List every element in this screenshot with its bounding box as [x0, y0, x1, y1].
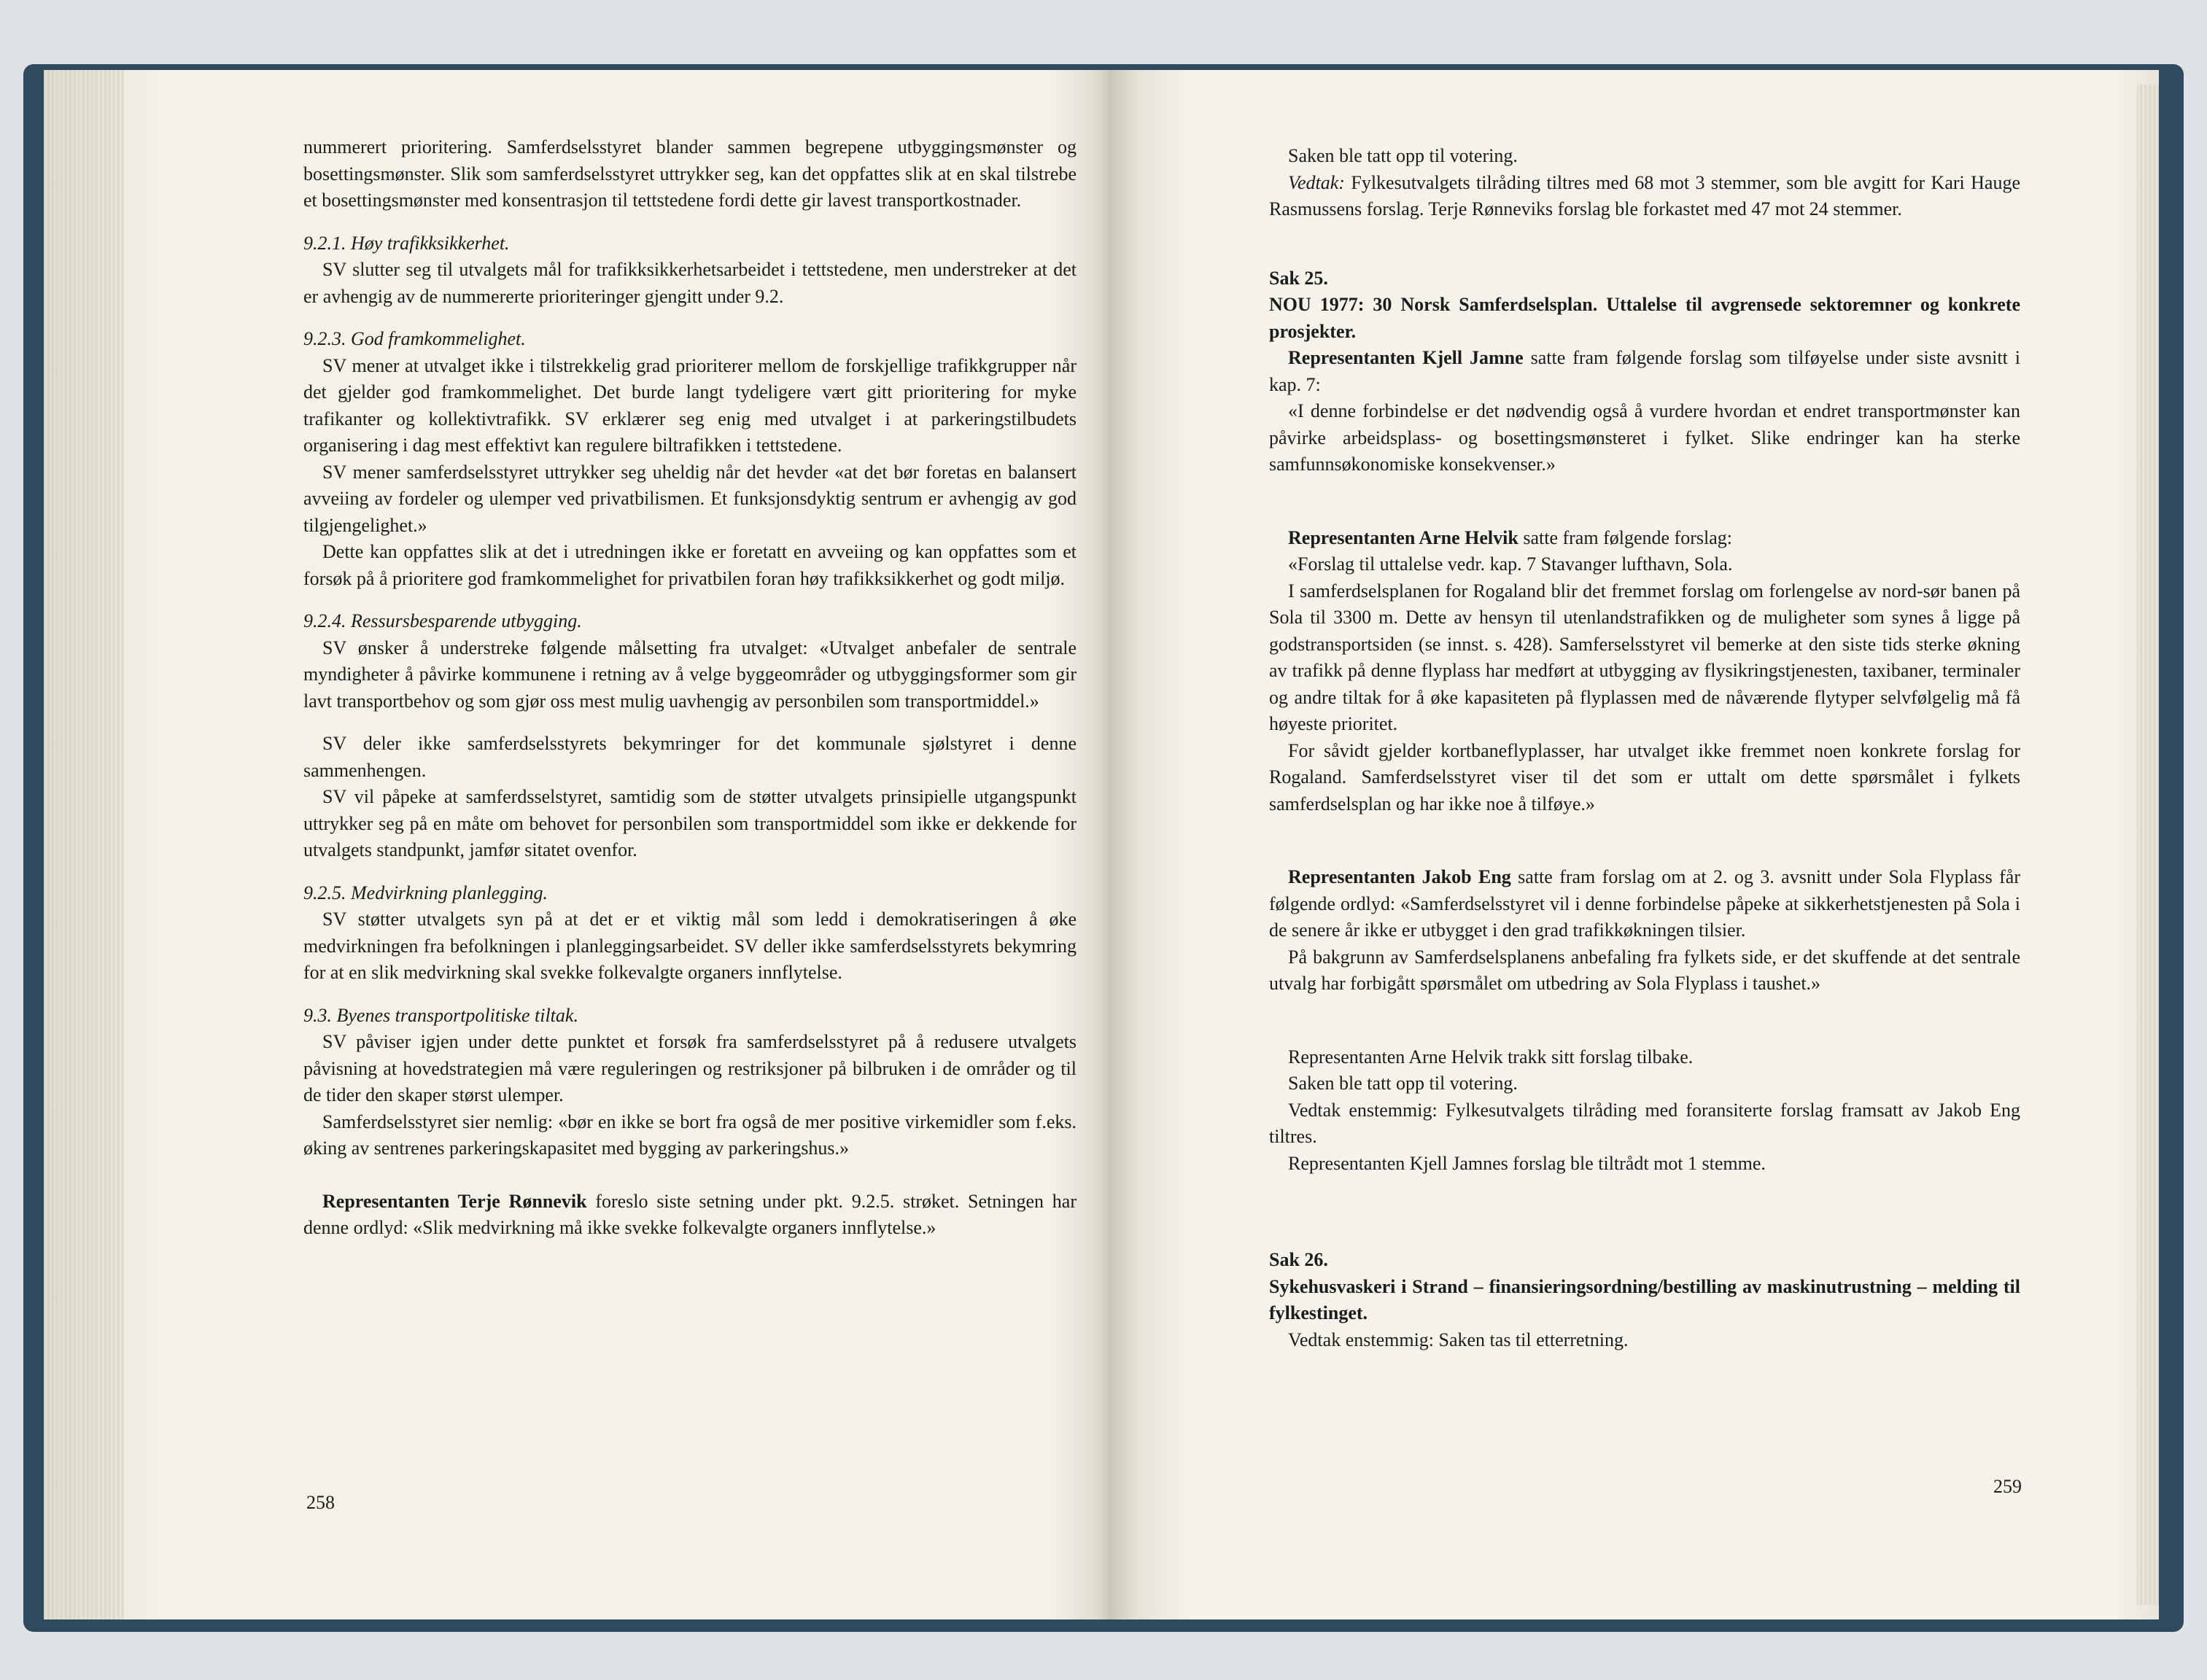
section-heading: 9.2.4. Ressursbesparende utbygging.	[303, 610, 582, 631]
section-heading: 9.2.1. Høy trafikksikkerhet.	[303, 232, 510, 254]
right-page-text	[1269, 143, 2020, 1353]
paragraph-text: foreslo siste setning under pkt. 9.2.5. strøket. Setningen har denne ordlyd: «Slik medvirkning må ikke svekke folkevalgte organers innflytelse.»	[303, 1190, 1077, 1238]
representative-name: Representanten Kjell Jamne	[1288, 347, 1524, 368]
paragraph: «Forslag til uttalelse vedr. kap. 7 Stavanger lufthavn, Sola.	[1288, 553, 1733, 575]
page-edges-left	[44, 70, 124, 1619]
paragraph: Representanten Kjell Jamnes forslag ble tiltrådt mot 1 stemme.	[1288, 1152, 1766, 1174]
representative-name: Representanten Terje Rønnevik	[322, 1190, 587, 1212]
paragraph: På bakgrunn av Samferdselsplanens anbefaling fra fylkets side, er det skuffende at det sentrale utvalg har forbigått spørsmålet om utbedring av Sola Flyplass i taushet.»	[1269, 946, 2020, 994]
book-spread	[44, 70, 2159, 1619]
paragraph-text: satte fram forslag om at 2. og 3. avsnitt under Sola Flyplass får følgende ordlyd: «Samferdselsstyret vil i denne forbindelse påpeke at sikkerhetstjenesten på Sola i de senere år ikke er utbygget i den grad trafikkøkningen tilsier.	[1269, 866, 2020, 941]
paragraph: «I denne forbindelse er det nødvendig også å vurdere hvordan et endret transportmønster kan påvirke arbeidsplass- og bosettingsmønsteret i fylket. Slike endringer kan ha sterke samfunnsøkonomiske konsekvenser.»	[1269, 400, 2020, 475]
section-heading: 9.3. Byenes transportpolitiske tiltak.	[303, 1004, 578, 1026]
representative-name: Representanten Arne Helvik	[1288, 526, 1518, 548]
paragraph: Dette kan oppfattes slik at det i utredningen ikke er foretatt en avveiing og kan oppfattes som et forsøk på å prioritere god framkommelighet for privatbilen foran høy trafikksikkerhet og godt miljø.	[303, 541, 1077, 589]
paragraph: Representanten Arne Helvik trakk sitt forslag tilbake.	[1288, 1046, 1694, 1068]
paragraph: Vedtak enstemmig: Fylkesutvalgets tilråding med foransiterte forslag framsatt av Jakob Eng tiltres.	[1269, 1099, 2020, 1147]
case-heading: Sak 25.	[1269, 267, 1328, 289]
paragraph-text: satte fram følgende forslag som tilføyelse under siste avsnitt i kap. 7:	[1269, 347, 2021, 395]
vedtak-label: Vedtak:	[1288, 171, 1345, 193]
paragraph: SV påviser igjen under dette punktet et forsøk fra samferdselsstyret på å redusere utvalgets påvisning at hovedstrategien må være reguleringen og restriksjoner på bilbruken i de områder og til de tider den skaper størst ulemper.	[303, 1031, 1077, 1105]
paragraph: Saken ble tatt opp til votering.	[1288, 145, 1518, 166]
paragraph	[1269, 170, 2020, 223]
case-title: NOU 1977: 30 Norsk Samferdselsplan. Uttalelse til avgrensede sektoremner og konkrete prosjekter.	[1269, 294, 2020, 342]
right-page	[1109, 70, 2159, 1619]
left-page	[44, 70, 1109, 1619]
paragraph	[1269, 864, 2020, 944]
paragraph: SV mener at utvalget ikke i tilstrekkelig grad prioriterer mellom de forskjellige trafikkgrupper når det gjelder god framkommelighet. Det burde langt tydeligere vært gitt prioritering for myke trafikanter og kollektivtrafikk. SV erklærer seg enig med utvalget i at parkeringstilbudets organisering i dag mest effektivt kan regulere biltrafikken i tettstedene.	[303, 354, 1077, 456]
paragraph: Vedtak enstemmig: Saken tas til etterretning.	[1288, 1329, 1629, 1350]
paragraph: SV støtter utvalgets syn på at det er et viktig mål som ledd i demokratiseringen å øke medvirkningen fra befolkningen i planleggingsarbeidet. SV deller ikke samferdselsstyrets bekymring for at en slik medvirkning skal svekke folkevalgte organers innflytelse.	[303, 909, 1077, 983]
paragraph: I samferdselsplanen for Rogaland blir det fremmet forslag om forlengelse av nord-sør banen på Sola til 3300 m. Dette av hensyn til utenlandstrafikken og de muligheter som synes å ligge på godstransportsiden (se innst. s. 428). Samferselsstyret vil bemerke at den siste tids sterke økning av trafikk på denne flyplass har medført at utbygging av flysikringstjenesten, taxibaner, terminaler og andre tiltak for å øke kapasiteten på flyplassen med de nåværende flytyper selvfølgelig må få høyeste prioritet.	[1269, 580, 2020, 734]
case-heading: Sak 26.	[1269, 1249, 1328, 1270]
section-heading: 9.2.5. Medvirkning planlegging.	[303, 882, 548, 903]
paragraph-text: satte fram følgende forslag:	[1518, 526, 1732, 548]
paragraph: Saken ble tatt opp til votering.	[1288, 1073, 1518, 1094]
paragraph: SV ønsker å understreke følgende målsetting fra utvalget: «Utvalget anbefaler de sentrale myndigheter å påvirke kommunene i retning av å velge byggeområder og utbyggingsformer som gir lavt transportbehov og som gjør oss mest mulig uavhengig av personbilen som transportmiddel.»	[303, 637, 1077, 712]
paragraph: SV slutter seg til utvalgets mål for trafikksikkerhetsarbeidet i tettstedene, men understreker at det er avhengig av de nummererte prioriteringer gjengitt under 9.2.	[303, 259, 1077, 307]
page-number: 258	[306, 1492, 335, 1513]
paragraph: For såvidt gjelder kortbaneflyplasser, har utvalget ikke fremmet noen konkrete forslag for Rogaland. Samferdselsstyret viser til det som er uttalt om dette spørsmålet i fylkets samferdselsplan og har ikke noe å tilføye.»	[1269, 739, 2020, 814]
page-edges-right	[2137, 85, 2159, 1605]
paragraph: Samferdselsstyret sier nemlig: «bør en ikke se bort fra også de mer positive virkemidler som f.eks. øking av sentrenes parkeringskapasitet med bygging av parkeringshus.»	[303, 1111, 1077, 1159]
case-title: Sykehusvaskeri i Strand – finansieringsordning/bestilling av maskinutrustning – melding til fylkestinget.	[1269, 1275, 2020, 1323]
left-page-text	[303, 134, 1077, 1242]
representative-name: Representanten Jakob Eng	[1288, 866, 1511, 887]
section-heading: 9.2.3. God framkommelighet.	[303, 328, 526, 349]
paragraph: SV mener samferdselsstyret uttrykker seg uheldig når det hevder «at det bør foretas en balansert avveiing av fordeler og ulemper ved privatbilismen. Et funksjonsdyktig sentrum er avhengig av god tilgjengelighet.»	[303, 461, 1077, 536]
page-number: 259	[1993, 1476, 2022, 1497]
paragraph	[303, 1189, 1077, 1242]
paragraph-text: Fylkesutvalgets tilråding tiltres med 68 mot 3 stemmer, som ble avgitt for Kari Hauge Rasmussens forslag. Terje Rønneviks forslag ble forkastet med 47 mot 24 stemmer.	[1269, 171, 2020, 219]
paragraph	[1269, 525, 2020, 552]
paragraph: SV vil påpeke at samferdsselstyret, samtidig som de støtter utvalgets prinsipielle utgangspunkt uttrykker seg på en måte om behovet for personbilen som transportmiddel som ikke er dekkende for utvalgets standpunkt, jamfør sitatet ovenfor.	[303, 786, 1077, 860]
paragraph: nummerert prioritering. Samferdselsstyret blander sammen begrepene utbyggingsmønster og bosettingsmønster. Slik som samferdselsstyret uttrykker seg, kan det oppfattes slik at en skal tilstrebe et bosettingsmønster med konsentrasjon til tettstedene fordi dette gir lavest transportkostnader.	[303, 136, 1077, 211]
paragraph: SV deler ikke samferdselsstyrets bekymringer for det kommunale sjølstyret i denne sammenhengen.	[303, 733, 1077, 781]
paragraph	[1269, 345, 2020, 398]
